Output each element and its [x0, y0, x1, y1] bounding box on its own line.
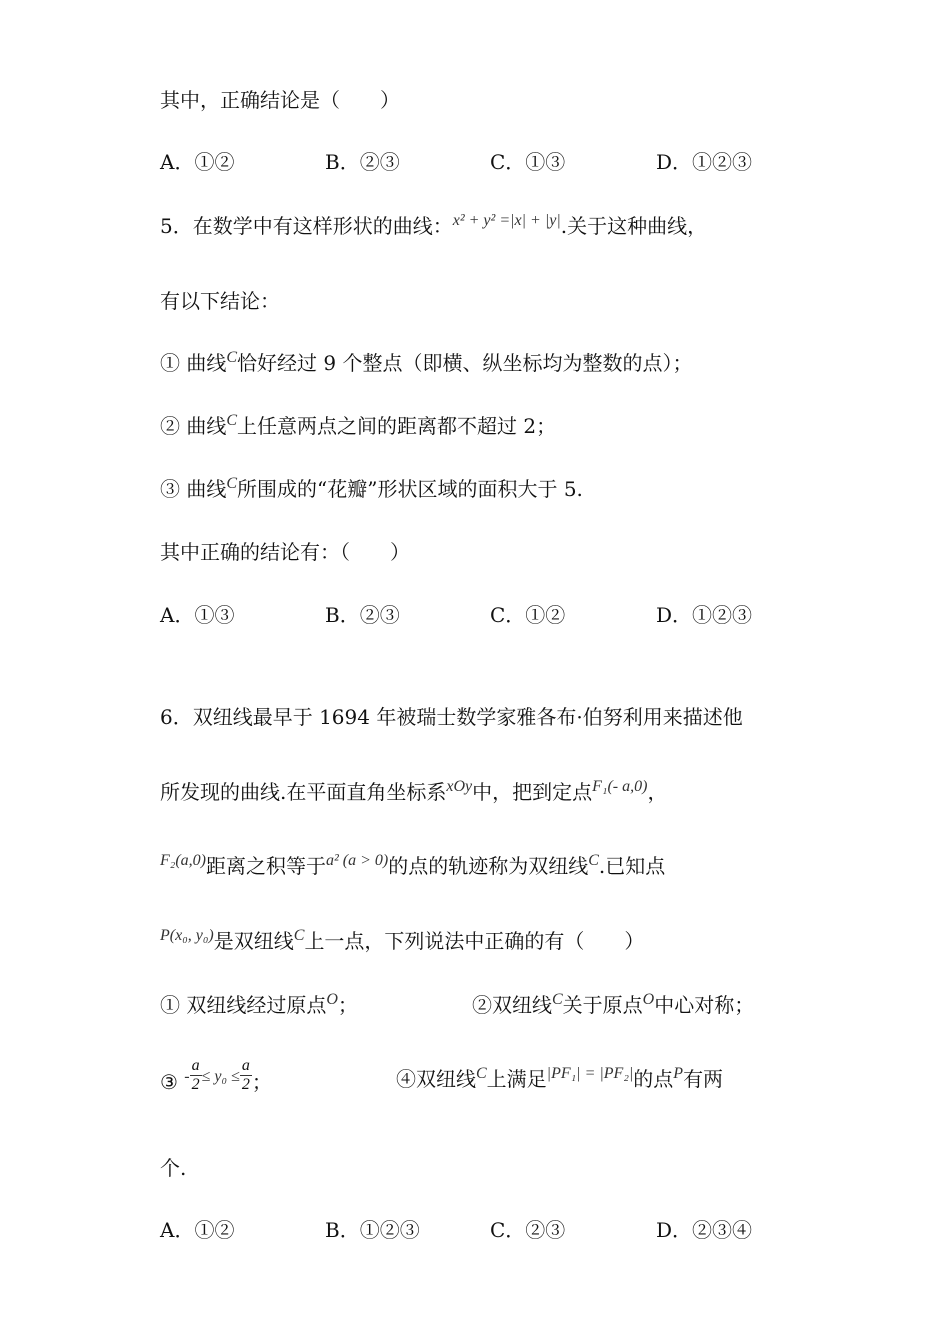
q5-conclusion-3: [160, 475, 583, 506]
q6-f1: F₁(- a,0): [592, 778, 648, 795]
symbol-c: C: [476, 1065, 487, 1082]
q4-option-d[interactable]: D．①②③: [656, 150, 753, 174]
q6-option-b[interactable]: B．①②③: [325, 1218, 420, 1242]
symbol-o: O: [642, 991, 655, 1008]
q5-option-b[interactable]: B．②③: [325, 603, 400, 627]
q5-option-d[interactable]: D．①②③: [656, 603, 753, 627]
symbol-p: P: [673, 1065, 684, 1082]
q5-c1-post: 恰好经过 9 个整点（即横、纵坐标均为整数的点）；: [237, 351, 693, 375]
q6-point-p: P(x₀, y₀): [160, 927, 214, 944]
q6-s4-d: 有两: [683, 1067, 724, 1091]
q6-s2-b: 关于原点: [562, 993, 643, 1017]
q6-s3-mid: ≤ y₀ ≤: [201, 1068, 240, 1085]
symbol-c: C: [226, 349, 238, 366]
q6-s2-a: ②双纽线: [472, 993, 552, 1017]
q5-conclusion-1: [160, 349, 692, 380]
q6-l3-b: 的点的轨迹称为双纽线: [388, 854, 589, 878]
q5-stem: [160, 212, 707, 243]
q6-statement-2: [472, 991, 754, 1022]
q5-c2-pre: ② 曲线: [160, 414, 227, 438]
q5-option-a[interactable]: A．①③: [160, 603, 235, 627]
q6-l3-a: 距离之积等于: [206, 854, 326, 878]
fraction-a-over-2: [240, 1057, 252, 1094]
q6-l2-c: ，: [647, 780, 668, 804]
q6-f2: F₂(a,0): [160, 852, 206, 869]
fraction-denominator: 2: [241, 1076, 250, 1093]
q6-line3: [160, 852, 665, 883]
q6-s1-a: ① 双纽线经过原点: [160, 993, 327, 1017]
q6-statement-3: [160, 1057, 272, 1102]
q6-option-a[interactable]: A．①②: [160, 1218, 235, 1242]
symbol-o: O: [326, 991, 338, 1008]
q6-statement-4: [396, 1065, 723, 1096]
q6-s3-minus: -: [184, 1068, 190, 1085]
q6-xoy: xOy: [446, 778, 473, 795]
q6-line1: 6．双纽线最早于 1694 年被瑞士数学家雅各布·伯努利用来描述他: [160, 705, 743, 729]
q5-c3-pre: ③ 曲线: [160, 477, 227, 501]
q6-s3-end: ；: [251, 1070, 272, 1094]
q6-line2: [160, 778, 667, 809]
fraction-a-over-2: [190, 1057, 202, 1094]
fraction-numerator: a: [241, 1057, 250, 1074]
q5-option-c[interactable]: C．①②: [490, 603, 566, 627]
q6-l4-b: 上一点，下列说法中正确的有（ ）: [304, 929, 645, 953]
q6-s3-pre: ③: [160, 1070, 178, 1094]
q5-stem-suffix: .关于这种曲线，: [560, 214, 708, 238]
q6-s1-b: ；: [337, 993, 358, 1017]
q6-option-d[interactable]: D．②③④: [656, 1218, 753, 1242]
q6-statement-1: [160, 991, 358, 1022]
q6-s4-b: 上满足: [486, 1067, 547, 1091]
q5-conclusion-2: [160, 412, 556, 443]
q5-c1-pre: ① 曲线: [160, 351, 227, 375]
fraction-denominator: 2: [191, 1076, 200, 1093]
q5-ask: 其中正确的结论有：（ ）: [160, 540, 410, 564]
q6-l2-b: 中，把到定点: [472, 780, 593, 804]
symbol-c: C: [293, 927, 305, 944]
symbol-c: C: [226, 412, 238, 429]
q5-c2-post: 上任意两点之间的距离都不超过 2；: [237, 414, 557, 438]
q6-pf-equal: |PF₁| = |PF₂|: [546, 1065, 634, 1082]
fraction-numerator: a: [191, 1057, 200, 1074]
symbol-c: C: [552, 991, 563, 1008]
q5-line2: 有以下结论：: [160, 289, 280, 313]
symbol-c: C: [588, 852, 599, 869]
q6-s2-c: 中心对称；: [654, 993, 755, 1017]
q4-tail: 其中，正确结论是（ ）: [160, 88, 400, 112]
q6-s4-c: 的点: [633, 1067, 674, 1091]
q6-s4-a: ④双纽线: [396, 1067, 476, 1091]
symbol-c: C: [226, 475, 238, 492]
q6-option-c[interactable]: C．②③: [490, 1218, 566, 1242]
q5-c3-post: 所围成的“花瓣”形状区域的面积大于 5.: [237, 477, 583, 501]
q5-stem-prefix: 5．在数学中有这样形状的曲线：: [160, 214, 453, 238]
q6-line-last: 个.: [160, 1156, 187, 1180]
q5-formula: x² + y² =|x| + |y|: [452, 212, 561, 229]
q6-l2-a: 所发现的曲线.在平面直角坐标系: [160, 780, 447, 804]
q6-l3-c: .已知点: [598, 854, 666, 878]
q4-option-b[interactable]: B．②③: [325, 150, 400, 174]
q6-l4-a: 是双纽线: [213, 929, 294, 953]
q4-option-c[interactable]: C．①③: [490, 150, 566, 174]
q6-line4: [160, 927, 644, 958]
q4-option-a[interactable]: A．①②: [160, 150, 235, 174]
q6-a-squared: a² (a > 0): [326, 852, 389, 869]
